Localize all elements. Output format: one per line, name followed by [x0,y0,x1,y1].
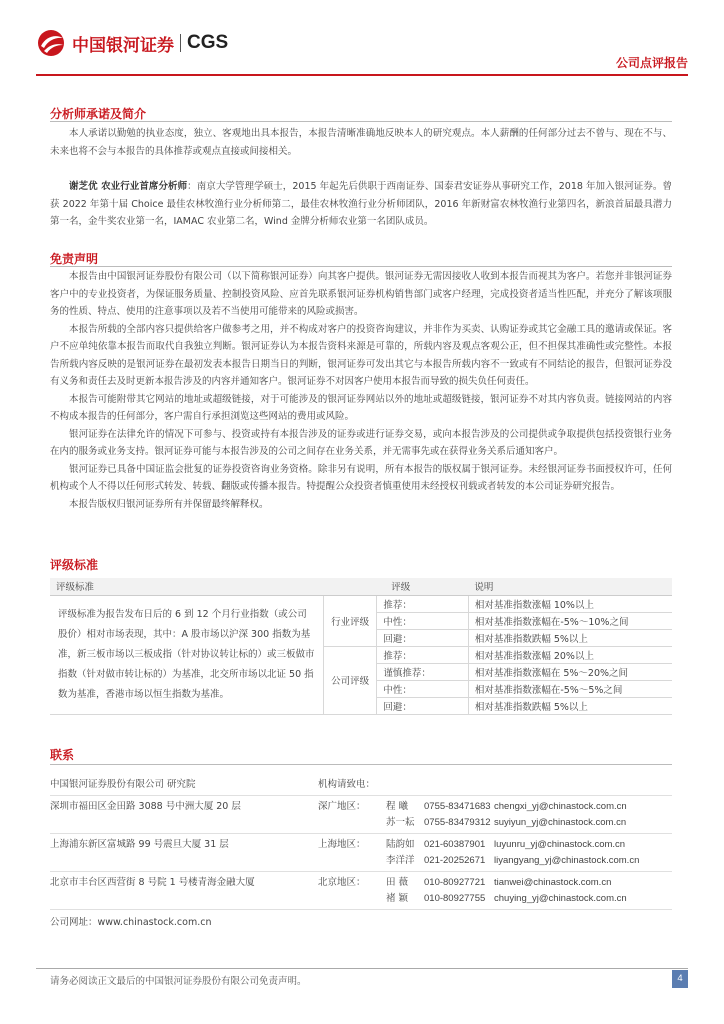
disclaimer-paragraph: 银河证券已具备中国证监会批复的证券投资咨询业务资格。除非另有说明，所有本报告的版权属于银河证券。未经银河证券书面授权许可，任何机构或个人不得以任何形式转发、转载、翻版或传播本报告。特提醒公众投资者慎重使用未经授权刊载或者转发的本公司证券研究报告。 [50,463,672,492]
office-address: 上海浦东新区富城路 99 号震旦大厦 31 层 [50,839,229,850]
analyst-commitment: 本人承诺以勤勉的执业态度，独立、客观地出具本报告，本报告清晰准确地反映本人的研究观点。本人薪酬的任何部分过去不曾与、现在不与、未来也将不会与本报告的具体推荐或观点直接或间接相关。 [50,128,672,157]
contact-phone: 010-80927721 [424,877,486,888]
rating-level-desc: 相对基准指数涨幅 10%以上 [468,595,672,612]
office-address: 北京市丰台区西营街 8 号院 1 号楼青海金融大厦 [50,877,255,888]
header-rule [36,74,688,76]
contact-email[interactable]: suyiyun_yj@chinastock.com.cn [494,817,627,828]
section-title-analyst: 分析师承诺及简介 [50,107,147,121]
contact-divider [50,833,672,834]
table-header-cell: 说明 [468,578,672,595]
disclaimer-paragraph: 本报告由中国银河证券股份有限公司（以下简称银河证券）向其客户提供。银河证券无需因接收人收到本报告而视其为客户。若您并非银河证券客户中的专业投资者，为保证服务质量、控制投资风险、应首先联系银河证券机构销售部门或客户经理，完成投资者适当性匹配，并充分了解该项服务的性质、特点、使用的注意事项以及若不当使用可能带来的风险或损害。 [50,271,672,317]
rating-description: 评级标准为报告发布日后的 6 到 12 个月行业指数（或公司股价）相对市场表现，其中：A 股市场以沪深 300 指数为基准，新三板市场以三板成指（针对协议转让标的）或三板做市指数（针对做市转让标的）为基准，北交所市场以北证 50 指数为基准，香港市场以恒生指数为基准。 [50,595,323,714]
rating-level: 回避： [377,697,468,714]
contact-email[interactable]: chuying_yj@chinastock.com.cn [494,893,627,904]
disclaimer-paragraph: 本报告可能附带其它网站的地址或超级链接，对于可能涉及的银河证券网站以外的地址或超级链接，银河证券不对其内容负责。链接网站的内容不构成本报告的任何部分，客户需自行承担浏览这些网站的费用或风险。 [50,393,672,422]
section-rule [50,121,672,122]
office-address: 深圳市福田区金田路 3088 号中洲大厦 20 层 [50,801,241,812]
disclaimer-paragraph: 本报告版权归银河证券所有并保留最终解释权。 [69,498,269,510]
contact-phone: 0755-83479312 [424,817,491,828]
footer-rule [36,968,688,969]
office-region: 北京地区： [318,877,366,888]
table-header-cell: 评级 [323,578,468,595]
table-header-cell: 评级标准 [50,578,323,595]
brand-divider [180,34,181,52]
contact-name: 程 曦 [386,801,409,812]
contact-phone: 010-80927755 [424,893,486,904]
page-header [36,24,688,76]
contact-name: 李洋洋 [386,855,415,866]
office-region: 深广地区： [318,801,366,812]
rating-level-desc: 相对基准指数涨幅在 5%～20%之间 [468,663,672,680]
table-header-row [50,578,672,595]
contact-name: 苏一耘 [386,817,415,828]
section-title-rating: 评级标准 [50,558,99,572]
contact-name: 褚 颖 [386,893,409,904]
analyst-name: 谢芝优 农业行业首席分析师 [69,181,188,192]
section-rule [50,764,672,765]
contact-company: 中国银河证券股份有限公司 研究院 [50,779,196,790]
contact-phone: 0755-83471683 [424,801,491,812]
contact-email[interactable]: liyangyang_yj@chinastock.com.cn [494,855,640,866]
disclaimer-body [50,268,672,513]
contact-email[interactable]: chengxi_yj@chinastock.com.cn [494,801,627,812]
rating-level: 推荐： [377,595,468,612]
contact-email[interactable]: tianwei@chinastock.com.cn [494,877,612,888]
brand-name-en: CGS [187,32,229,53]
contact-phone: 021-60387901 [424,839,486,850]
rating-group-name: 公司评级 [323,646,377,714]
section-title-contact: 联系 [50,748,75,762]
disclaimer-paragraph: 本报告所载的全部内容只提供给客户做参考之用，并不构成对客户的投资咨询建议，并非作为买卖、认购证券或其它金融工具的邀请或保证。客户不应单纯依靠本报告而取代自我独立判断。银河证券认为本报告资料来源是可靠的，所载内容及观点客观公正，但不担保其准确性或完整性。本报告所载内容反映的是银河证券在最初发表本报告日期当日的判断，银河证券可发出其它与本报告所载内容不一致或有不同结论的报告，但银河证券没有义务和责任去及时更新本报告涉及的内容并通知客户。银河证券不对因客户使用本报告而导致的损失负任何责任。 [50,323,672,387]
contact-email[interactable]: luyunru_yj@chinastock.com.cn [494,839,626,850]
contact-divider [50,795,672,796]
contact-name: 陆韵如 [386,839,415,850]
rating-level-desc: 相对基准指数涨幅在-5%～10%之间 [468,612,672,629]
company-website[interactable]: 公司网址：www.chinastock.com.cn [50,917,212,928]
analyst-bio-text: ：南京大学管理学硕士，2015 年起先后供职于西南证券、国泰君安证券从事研究工作，2018 年加入银河证券。曾获 2022 年第十届 Choice 最佳农林牧渔行业分析师第二，最佳农林牧渔行业分析师团队，2016 年新财富农林牧渔行业第四名，新浪首届最具潜力第一名，金牛奖农业第一名，IAMAC 农业第二名，Wind 金牌分析师农业第一名团队成员。 [50,181,672,227]
rating-group-name: 行业评级 [323,595,377,646]
footer-disclaimer: 请务必阅读正文最后的中国银河证券股份有限公司免责声明。 [50,976,307,987]
rating-level-desc: 相对基准指数跌幅 5%以上 [468,697,672,714]
contact-phone: 021-20252671 [424,855,486,866]
rating-table [50,578,672,715]
report-type: 公司点评报告 [615,56,688,70]
contact-divider [50,871,672,872]
rating-level: 中性： [377,680,468,697]
disclaimer-paragraph: 银河证券在法律允许的情况下可参与、投资或持有本报告涉及的证券或进行证券交易，或向本报告涉及的公司提供或争取提供包括投资银行业务在内的服务或业务支持。银河证券可能与本报告涉及的公司之间存在业务关系，并无需事先或在获得业务关系后通知客户。 [50,428,672,457]
table-row [50,595,672,612]
brand-name-cn: 中国银河证券 [72,35,174,56]
section-rule [50,266,672,267]
contact-sales-label: 机构请致电： [318,779,376,790]
rating-level-desc: 相对基准指数涨幅 20%以上 [468,646,672,663]
analyst-bio [50,178,672,231]
rating-level-desc: 相对基准指数涨幅在-5%～5%之间 [468,680,672,697]
rating-level-desc: 相对基准指数跌幅 5%以上 [468,629,672,646]
brand-logo [36,28,228,58]
contact-name: 田 薇 [386,877,409,888]
office-region: 上海地区： [318,839,366,850]
galaxy-logo-icon [36,28,66,58]
contact-divider [50,909,672,910]
page-number: 4 [672,970,688,988]
rating-level: 回避： [377,629,468,646]
rating-level: 谨慎推荐： [377,663,468,680]
section-title-disclaimer: 免责声明 [50,252,99,266]
rating-level: 推荐： [377,646,468,663]
rating-level: 中性： [377,612,468,629]
